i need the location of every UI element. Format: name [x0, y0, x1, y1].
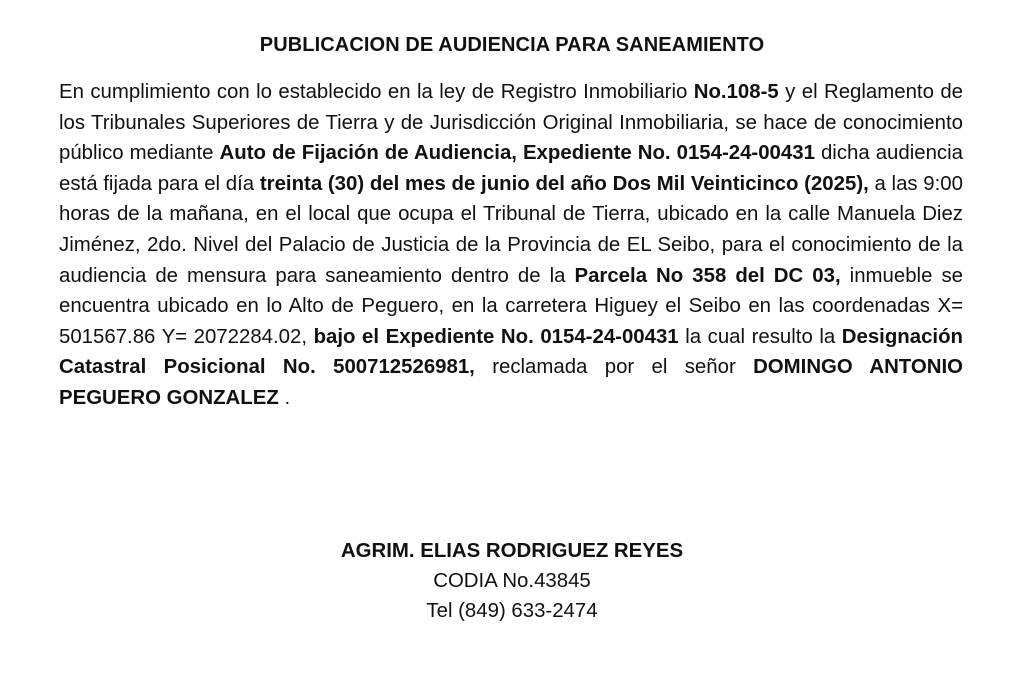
- expediente-number: bajo el Expediente No. 0154-24-00431: [313, 325, 679, 348]
- codia-number: CODIA No.43845: [433, 570, 591, 592]
- parcel-number: Parcela No 358 del DC 03,: [574, 264, 841, 287]
- body-text-segment: .: [278, 386, 291, 409]
- hearing-date: treinta (30) del mes de junio del año Dos Mil Veinticinco (2025),: [259, 172, 869, 195]
- claimant-name: DOMINGO ANTONIO PEGUERO GONZALEZ: [59, 356, 963, 409]
- document-body: [59, 77, 963, 414]
- body-text-segment: En cumplimiento con lo establecido en la ley de Registro Inmobiliario: [59, 81, 694, 103]
- cadastral-designation: Designación Catastral Posicional No. 500712526981,: [59, 325, 963, 379]
- body-text-segment: a las 9:00 horas de la mañana, en el local que ocupa el Tribunal de Tierra, ubicado en la calle Manuela Diez Jiménez, 2do. Nivel del Palacio de Justicia de la Provincia de EL Seibo, para el conocimiento de la audiencia de mensura para saneamiento dentro de la: [59, 172, 963, 287]
- body-text-segment: y el Reglamento de los Tribunales Superiores de Tierra y de Jurisdicción Original Inmobiliaria, se hace de conocimiento público mediante: [59, 81, 964, 165]
- phone-number: Tel (849) 633-2474: [426, 600, 598, 622]
- signatory-name: AGRIM. ELIAS RODRIGUEZ REYES: [340, 540, 684, 562]
- document-title: PUBLICACION DE AUDIENCIA PARA SANEAMIENTO: [259, 34, 765, 56]
- body-text-segment: reclamada por el señor: [474, 356, 754, 379]
- auto-expediente: Auto de Fijación de Audiencia, Expediente No. 0154-24-00431: [219, 142, 815, 165]
- body-text-segment: la cual resulto la: [678, 325, 842, 348]
- body-text-segment: dicha audiencia está fijada para el día: [59, 142, 963, 195]
- signature-block: [0, 536, 1024, 626]
- body-text-segment: inmueble se encuentra ubicado en lo Alto de Peguero, en la carretera Higuey el Seibo en las coordenadas X= 501567.86 Y= 2072284.02,: [59, 264, 963, 348]
- law-number: No.108-5: [693, 81, 779, 103]
